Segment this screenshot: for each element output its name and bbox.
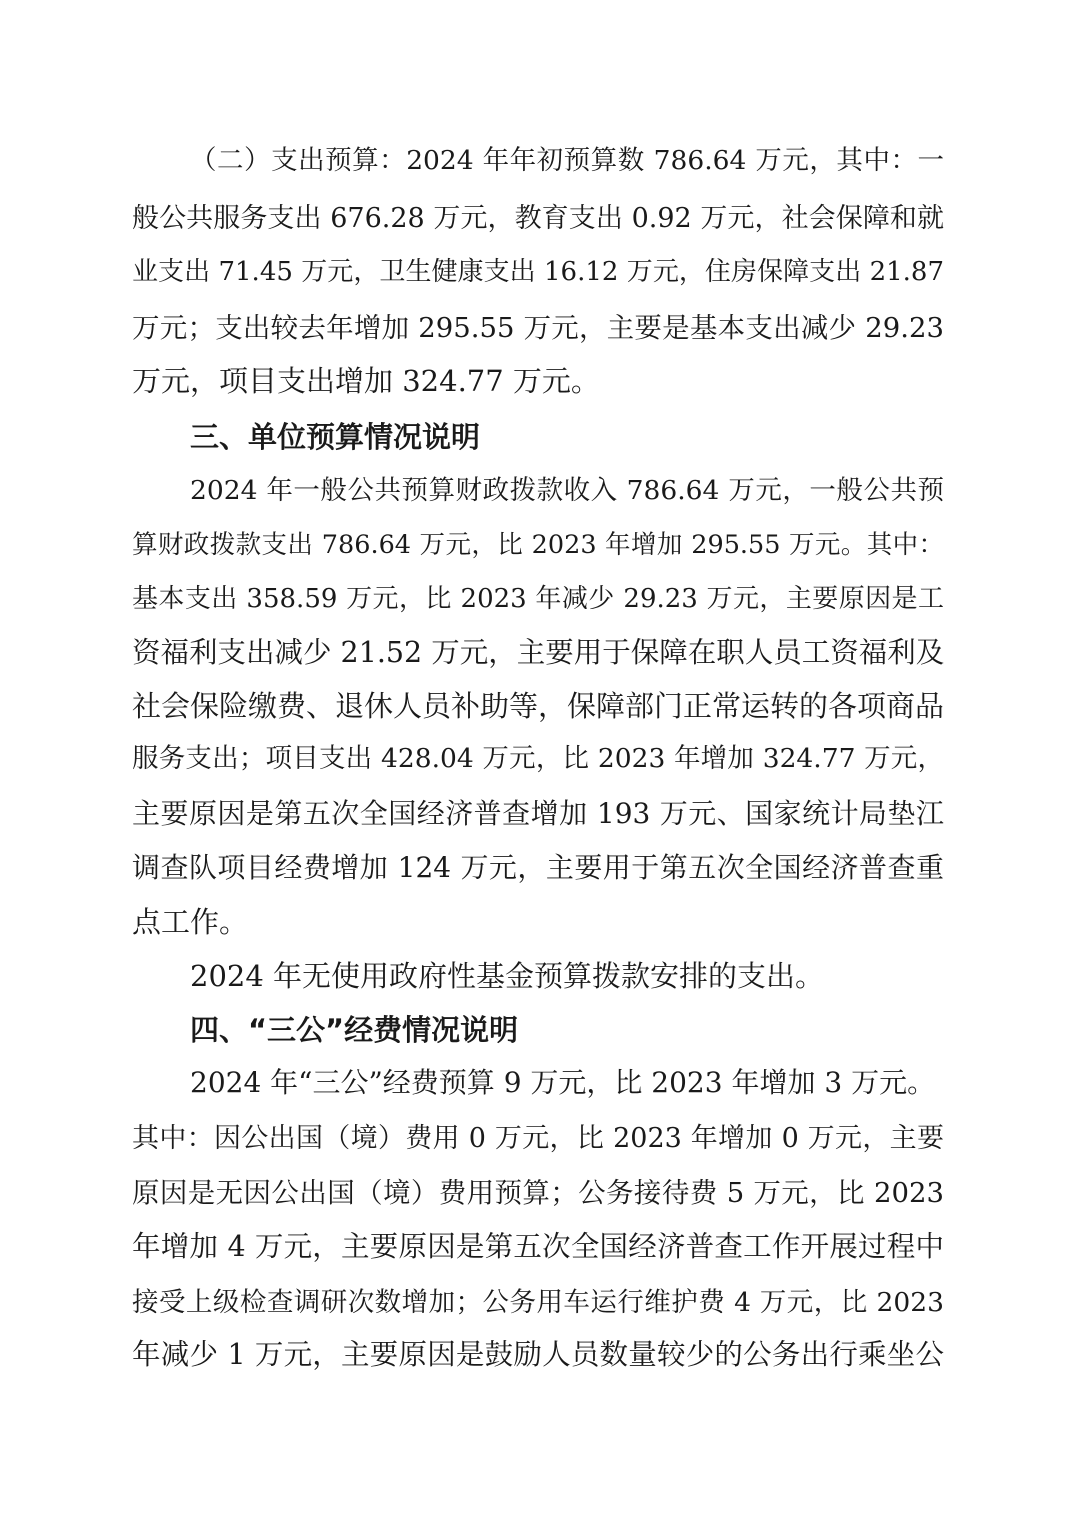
paragraph-line: 点工作。 (132, 905, 249, 939)
paragraph-line: 年减少 1 万元，主要原因是鼓励人员数量较少的公务出行乘坐公 (132, 1338, 944, 1371)
section-heading: 三、单位预算情况说明 (190, 420, 481, 454)
paragraph-line: 业支出 71.45 万元，卫生健康支出 16.12 万元，住房保障支出 21.87 (132, 257, 944, 287)
paragraph-line: 2024 年无使用政府性基金预算拨款安排的支出。 (190, 959, 825, 993)
paragraph-line: 万元，项目支出增加 324.77 万元。 (132, 364, 600, 398)
paragraph-line: 年增加 4 万元，主要原因是第五次全国经济普查工作开展过程中 (132, 1230, 944, 1263)
paragraph-line: 社会保险缴费、退休人员补助等，保障部门正常运转的各项商品 (132, 689, 945, 723)
paragraph-line: 算财政拨款支出 786.64 万元，比 2023 年增加 295.55 万元。其中： (132, 530, 944, 560)
paragraph-line: 资福利支出减少 21.52 万元，主要用于保障在职人员工资福利及 (132, 636, 945, 669)
paragraph-line: 般公共服务支出 676.28 万元，教育支出 0.92 万元，社会保障和就 (132, 203, 944, 234)
paragraph-line: （二）支出预算：2024 年年初预算数 786.64 万元，其中：一 (190, 145, 944, 176)
paragraph-line: 万元；支出较去年增加 295.55 万元，主要是基本支出减少 29.23 (132, 312, 944, 344)
paragraph-line: 服务支出；项目支出 428.04 万元，比 2023 年增加 324.77 万元， (132, 743, 944, 774)
paragraph-line: 原因是无因公出国（境）费用预算；公务接待费 5 万元，比 2023 (132, 1177, 944, 1209)
paragraph-line: 其中：因公出国（境）费用 0 万元，比 2023 年增加 0 万元，主要 (132, 1123, 944, 1154)
paragraph-line: 主要原因是第五次全国经济普查增加 193 万元、国家统计局垫江 (132, 797, 944, 830)
paragraph-line: 基本支出 358.59 万元，比 2023 年减少 29.23 万元，主要原因是工 (132, 584, 944, 614)
paragraph-line: 2024 年一般公共预算财政拨款收入 786.64 万元，一般公共预 (190, 475, 944, 506)
paragraph-line: 接受上级检查调研次数增加；公务用车运行维护费 4 万元，比 2023 (132, 1287, 944, 1318)
section-heading: 四、“三公”经费情况说明 (190, 1013, 519, 1047)
paragraph-line: 调查队项目经费增加 124 万元，主要用于第五次全国经济普查重 (132, 851, 944, 884)
paragraph-line: 2024 年“三公”经费预算 9 万元，比 2023 年增加 3 万元。 (190, 1066, 936, 1099)
